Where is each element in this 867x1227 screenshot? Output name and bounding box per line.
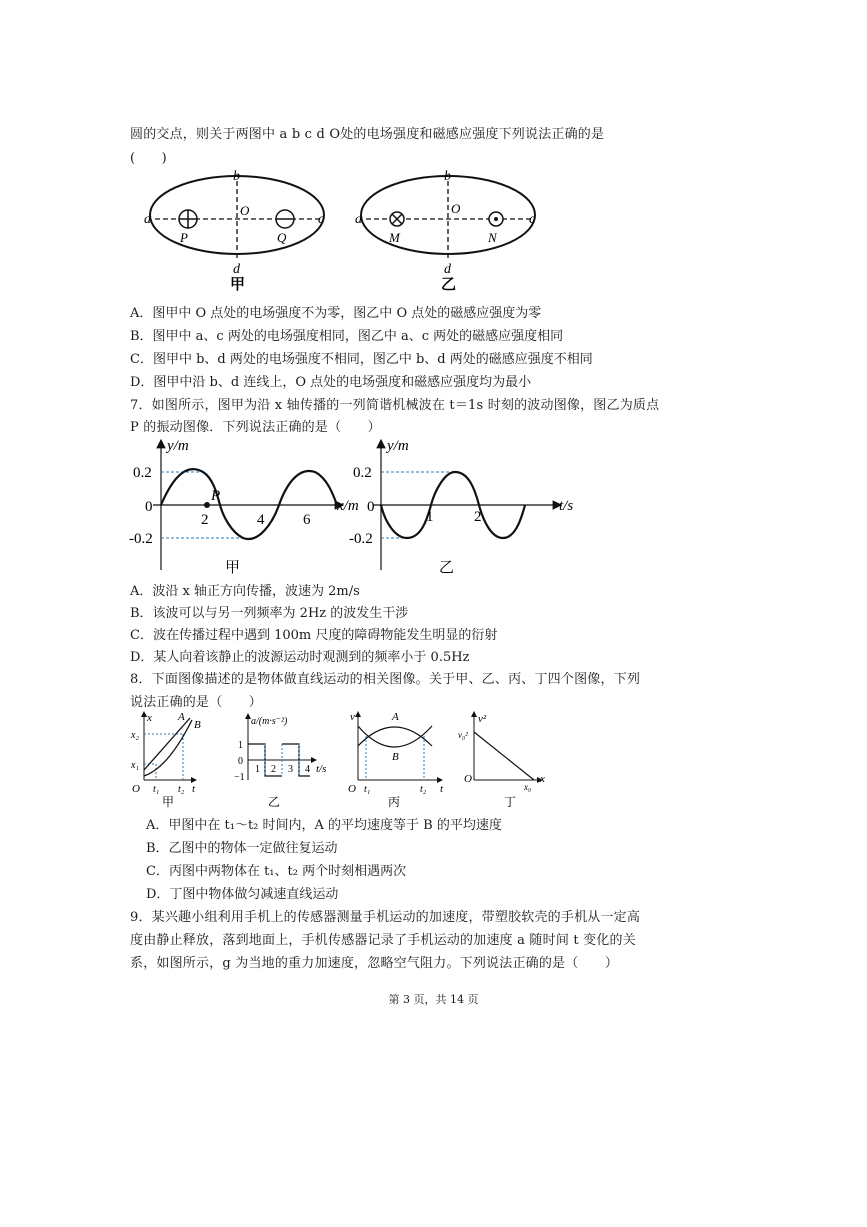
q6-figures bbox=[130, 165, 550, 295]
tick-x2: x₂ bbox=[131, 730, 139, 741]
label-a: a bbox=[355, 212, 362, 227]
q7-option-b[interactable]: B．该波可以与另一列频率为 2Hz 的波发生干涉 bbox=[130, 606, 409, 621]
tick-t2: t₂ bbox=[178, 784, 185, 795]
tick-y-pos: 0.2 bbox=[353, 465, 372, 481]
label-m: M bbox=[389, 230, 400, 245]
tick-x: 6 bbox=[303, 512, 311, 528]
label-d: d bbox=[233, 262, 240, 277]
q6-option-c[interactable]: C．图甲中 b、d 两处的电场强度不相同，图乙中 b、d 两处的磁感应强度不相同 bbox=[130, 352, 593, 367]
tick-x0: x₀ bbox=[524, 782, 532, 792]
label-q: Q bbox=[277, 230, 287, 245]
q8-stem-line1: 8．下面图像描述的是物体做直线运动的相关图像。关于甲、乙、丙、丁四个图像，下列 bbox=[130, 672, 641, 687]
q9-stem-line3: 系，如图所示，g 为当地的重力加速度，忽略空气阻力。下列说法正确的是（ ） bbox=[130, 956, 619, 971]
tick-1: 1 bbox=[238, 740, 243, 751]
q8-stem-line2: 说法正确的是（ ） bbox=[130, 695, 263, 710]
origin: 0 bbox=[145, 499, 153, 515]
ylabel: x bbox=[147, 712, 152, 724]
q8-option-a[interactable]: A．甲图中在 t₁～t₂ 时间内，A 的平均速度等于 B 的平均速度 bbox=[146, 818, 502, 833]
q6-option-b[interactable]: B．图甲中 a、c 两处的电场强度相同，图乙中 a、c 两处的磁感应强度相同 bbox=[130, 329, 564, 344]
label-a: A bbox=[178, 711, 185, 723]
caption-ding: 丁 bbox=[504, 795, 517, 808]
tick-neg1: −1 bbox=[234, 772, 245, 783]
tick-x: 1 bbox=[426, 509, 434, 525]
caption-yi: 乙 bbox=[439, 560, 455, 576]
tick-x1: x₁ bbox=[131, 760, 139, 771]
label-d: d bbox=[444, 262, 451, 277]
v2-x-line bbox=[474, 732, 534, 780]
label-a: a bbox=[144, 212, 151, 227]
origin: O bbox=[348, 783, 356, 795]
tick-t: 4 bbox=[305, 764, 310, 775]
q7-stem-line1: 7．如图所示，图甲为沿 x 轴传播的一列简谐机械波在 t＝1s 时刻的波动图像，图乙为质点 bbox=[130, 398, 660, 413]
q6-option-a[interactable]: A．图甲中 O 点处的电场强度不为零，图乙中 O 点处的磁感应强度为零 bbox=[130, 306, 542, 321]
ylabel: v bbox=[350, 711, 355, 723]
ylabel: a/(m·s⁻²) bbox=[251, 716, 288, 727]
tick-v0: v₀² bbox=[458, 730, 468, 740]
q7-option-a[interactable]: A．波沿 x 轴正方向传播，波速为 2m/s bbox=[130, 584, 360, 599]
ylabel: y/m bbox=[387, 438, 409, 454]
label-c: c bbox=[529, 212, 536, 227]
tick-x: 4 bbox=[257, 512, 265, 528]
tick-y-neg: -0.2 bbox=[349, 531, 373, 547]
xlabel: t bbox=[192, 783, 196, 795]
q7-figure-yi bbox=[349, 438, 573, 576]
q8-figure-bing bbox=[348, 711, 444, 808]
label-p: P bbox=[211, 488, 221, 504]
page-number: 第 3 页，共 14 页 bbox=[388, 993, 479, 1006]
q8-option-c[interactable]: C．丙图中两物体在 t₁、t₂ 两个时刻相遇两次 bbox=[146, 864, 407, 879]
xlabel: t/s bbox=[559, 498, 574, 514]
tick-0: 0 bbox=[238, 756, 243, 767]
label-b: b bbox=[233, 169, 240, 184]
caption-yi: 乙 bbox=[268, 795, 281, 808]
label-o: O bbox=[451, 201, 461, 216]
q9-stem-line2: 度由静止释放，落到地面上，手机传感器记录了手机运动的加速度 a 随时间 t 变化的关 bbox=[130, 933, 636, 948]
caption-jia: 甲 bbox=[225, 560, 241, 576]
q7-figure-jia bbox=[129, 438, 359, 576]
q8-figure-ding bbox=[458, 712, 545, 808]
curve-b bbox=[144, 720, 192, 776]
q6-option-d[interactable]: D．图甲中沿 b、d 连线上，O 点处的电场强度和磁感应强度均为最小 bbox=[130, 375, 532, 390]
caption-jia: 甲 bbox=[162, 795, 175, 808]
ylabel: v² bbox=[478, 713, 487, 725]
wave-curve bbox=[161, 469, 337, 539]
q8-option-b[interactable]: B．乙图中的物体一定做往复运动 bbox=[146, 841, 338, 856]
origin: O bbox=[464, 773, 472, 785]
caption-bing: 丙 bbox=[388, 795, 401, 808]
q7-option-c[interactable]: C．波在传播过程中遇到 100m 尺度的障碍物能发生明显的衍射 bbox=[130, 628, 498, 643]
q6-answer-blank: ( ) bbox=[130, 151, 167, 166]
q8-figure-jia bbox=[130, 711, 201, 808]
tick-x: 2 bbox=[201, 512, 209, 528]
q7-figures bbox=[125, 432, 595, 580]
xlabel: x/m bbox=[337, 498, 359, 514]
label-o: O bbox=[240, 203, 250, 218]
label-b: B bbox=[194, 719, 201, 731]
q6-figure-yi bbox=[355, 169, 536, 293]
q8-figure-yi bbox=[234, 714, 326, 808]
q7-stem-line2: P 的振动图像．下列说法正确的是（ ） bbox=[130, 420, 381, 435]
q8-option-d[interactable]: D．丁图中物体做匀减速直线运动 bbox=[146, 887, 339, 902]
tick-t: 3 bbox=[288, 764, 293, 775]
label-b: B bbox=[392, 751, 399, 763]
q6-figure-jia bbox=[144, 169, 325, 293]
q6-stem-line1: 圆的交点，则关于两图中 a b c d O处的电场强度和磁感应强度下列说法正确的是 bbox=[130, 127, 605, 142]
tick-t: 1 bbox=[255, 764, 260, 775]
xlabel: t bbox=[440, 783, 444, 795]
label-a: A bbox=[392, 711, 399, 723]
tick-y-neg: -0.2 bbox=[129, 531, 153, 547]
tick-t2: t₂ bbox=[420, 784, 427, 795]
label-b: b bbox=[444, 169, 451, 184]
caption-yi: 乙 bbox=[441, 277, 457, 293]
q7-option-d[interactable]: D．某人向着该静止的波源运动时观测到的频率小于 0.5Hz bbox=[130, 650, 470, 665]
label-c: c bbox=[318, 212, 325, 227]
curve-b bbox=[358, 726, 432, 747]
xlabel: x bbox=[540, 773, 545, 785]
caption-jia: 甲 bbox=[230, 277, 246, 293]
tick-t1: t₁ bbox=[364, 784, 371, 795]
label-n: N bbox=[488, 230, 497, 245]
point-p bbox=[204, 502, 210, 508]
xlabel: t/s bbox=[316, 763, 327, 775]
tick-t: 2 bbox=[271, 764, 276, 775]
origin: O bbox=[132, 783, 140, 795]
origin: 0 bbox=[367, 499, 375, 515]
tick-t1: t₁ bbox=[153, 784, 160, 795]
tick-x: 2 bbox=[474, 509, 482, 525]
label-p: P bbox=[180, 230, 188, 245]
ylabel: y/m bbox=[167, 438, 189, 454]
q9-stem-line1: 9．某兴趣小组利用手机上的传感器测量手机运动的加速度，带塑胶软壳的手机从一定高 bbox=[130, 910, 641, 925]
q8-figures bbox=[128, 708, 558, 808]
tick-y-pos: 0.2 bbox=[133, 465, 152, 481]
